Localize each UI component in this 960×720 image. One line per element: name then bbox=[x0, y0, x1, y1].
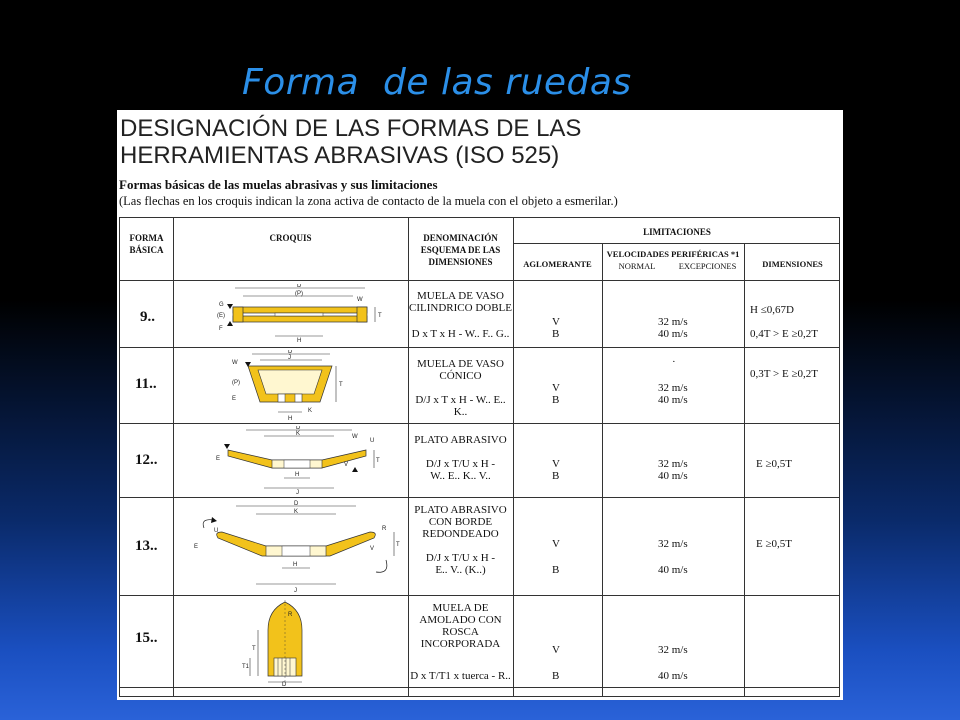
denominacion-9 bbox=[408, 290, 513, 314]
formula-12-line1: D/J x T/U x H - bbox=[425, 458, 496, 470]
formula-12 bbox=[408, 458, 513, 482]
formula-13-line1: D/J x T/U x H - bbox=[425, 552, 496, 564]
header-forma bbox=[120, 232, 173, 256]
binder-12-b: B bbox=[552, 470, 560, 482]
formula-15: D x T/T1 x tuerca - R.. bbox=[410, 670, 511, 682]
sketch-12-label-d: D bbox=[296, 426, 301, 431]
heading-line-2: HERRAMIENTAS ABRASIVAS (ISO 525) bbox=[120, 142, 560, 169]
forma-13: 13.. bbox=[135, 538, 158, 554]
formula-13-line2: E.. V.. (K..) bbox=[435, 564, 486, 576]
name-13-line1: PLATO ABRASIVO bbox=[414, 504, 507, 516]
sketch-13-label-k: K bbox=[294, 509, 299, 515]
denominacion-12: PLATO ABRASIVO bbox=[414, 434, 507, 446]
formula-9: D x T x H - W.. F.. G.. bbox=[411, 328, 510, 340]
speed-15-normal-v: 32 m/s bbox=[658, 644, 688, 656]
sketch-12 bbox=[212, 426, 382, 496]
name-9-line2: CILINDRICO DOBLE bbox=[409, 302, 512, 314]
formula-13 bbox=[408, 552, 513, 576]
binder-11-v: V bbox=[552, 382, 560, 394]
sketch-13-label-j: J bbox=[294, 588, 297, 594]
header-limitaciones: LIMITACIONES bbox=[643, 227, 711, 237]
sketch-13-label-u: U bbox=[214, 528, 219, 534]
sketch-9 bbox=[215, 284, 385, 344]
sketch-9-label-d: D bbox=[297, 284, 302, 289]
binder-15-v: V bbox=[552, 644, 560, 656]
speed-11-note: · bbox=[672, 356, 676, 368]
header-velocidades: VELOCIDADES PERIFÉRICAS *1 bbox=[606, 249, 740, 259]
header-croquis: CROQUIS bbox=[269, 233, 312, 243]
forma-9: 9.. bbox=[140, 309, 155, 325]
document-subtitle: Formas básicas de las muelas abrasivas y sus limitaciones bbox=[119, 177, 438, 192]
header-aglomerante: AGLOMERANTE bbox=[523, 259, 592, 269]
shapes-table bbox=[119, 217, 840, 697]
sketch-15-label-t1: T1 bbox=[242, 664, 250, 670]
speed-13-normal-v: 32 m/s bbox=[658, 538, 688, 550]
binder-9-v: V bbox=[552, 316, 560, 328]
sketch-11-label-e: E bbox=[232, 396, 237, 402]
sketch-11-label-j: J bbox=[288, 355, 291, 361]
sketch-13 bbox=[190, 500, 402, 594]
binder-13-b: B bbox=[552, 564, 560, 576]
name-15-line1: MUELA DE bbox=[432, 602, 489, 614]
sketch-12-label-t: T bbox=[376, 458, 380, 464]
speed-11-normal-b: 40 m/s bbox=[658, 394, 688, 406]
header-normal: NORMAL bbox=[618, 261, 656, 271]
speed-9-normal-v: 32 m/s bbox=[658, 316, 688, 328]
binder-12-v: V bbox=[552, 458, 560, 470]
binder-15-b: B bbox=[552, 670, 560, 682]
formula-12-line2: W.. E.. K.. V.. bbox=[430, 470, 491, 482]
sketch-11-label-p: (P) bbox=[232, 380, 240, 386]
sketch-11-label-h: H bbox=[288, 416, 293, 422]
forma-12: 12.. bbox=[135, 452, 158, 468]
sketch-12-label-j: J bbox=[296, 490, 299, 496]
name-15-line3: ROSCA bbox=[442, 626, 479, 638]
iso-525-document bbox=[117, 110, 843, 700]
sketch-11-label-t: T bbox=[339, 382, 343, 388]
forma-15: 15.. bbox=[135, 630, 158, 646]
name-13-line3: REDONDEADO bbox=[422, 528, 499, 540]
sketch-13-label-h: H bbox=[293, 562, 298, 568]
heading-line-1: DESIGNACIÓN DE LAS FORMAS DE LAS bbox=[120, 115, 582, 142]
header-denom-line1: DENOMINACIÓN bbox=[423, 233, 498, 243]
sketch-15-label-d: D bbox=[282, 682, 287, 686]
denominacion-13 bbox=[408, 504, 513, 540]
sketch-9-label-e: (E) bbox=[217, 313, 225, 319]
sketch-13-label-v: V bbox=[370, 546, 375, 552]
sketch-15 bbox=[240, 598, 330, 686]
denominacion-15 bbox=[408, 602, 513, 650]
sketch-9-label-w: W bbox=[357, 297, 363, 303]
dim-13-line1: E ≥0,5T bbox=[756, 538, 792, 550]
slide-title: Forma de las ruedas bbox=[242, 62, 632, 103]
speed-11-normal-v: 32 m/s bbox=[658, 382, 688, 394]
name-11-line2: CÓNICO bbox=[439, 370, 482, 382]
dim-9-line2: 0,4T > E ≥0,2T bbox=[750, 328, 818, 340]
name-13-line2: CON BORDE bbox=[428, 516, 493, 528]
binder-11-b: B bbox=[552, 394, 560, 406]
name-9-line1: MUELA DE VASO bbox=[417, 290, 504, 302]
header-denominacion bbox=[408, 232, 513, 268]
header-denom-line2: ESQUEMA DE LAS bbox=[420, 245, 501, 255]
header-dimensiones: DIMENSIONES bbox=[762, 259, 823, 269]
binder-13-v: V bbox=[552, 538, 560, 550]
sketch-12-label-h: H bbox=[295, 472, 300, 478]
sketch-15-label-r: R bbox=[288, 612, 293, 618]
speed-12-normal-b: 40 m/s bbox=[658, 470, 688, 482]
sketch-12-label-v: V bbox=[344, 462, 349, 468]
document-note: (Las flechas en los croquis indican la zona activa de contacto de la muela con el objeto a esmerilar.) bbox=[119, 194, 618, 208]
sketch-13-label-e: E bbox=[194, 544, 199, 550]
header-denom-line3: DIMENSIONES bbox=[428, 257, 493, 267]
sketch-13-label-r: R bbox=[382, 526, 387, 532]
speed-15-normal-b: 40 m/s bbox=[658, 670, 688, 682]
speed-9-normal-b: 40 m/s bbox=[658, 328, 688, 340]
sketch-15-label-t: T bbox=[252, 646, 256, 652]
sketch-12-label-k: K bbox=[296, 431, 301, 437]
denominacion-11 bbox=[408, 358, 513, 382]
formula-11: D/J x T x H - W.. E.. K.. bbox=[415, 394, 506, 418]
dim-11-line1: 0,3T > E ≥0,2T bbox=[750, 368, 818, 380]
name-15-line2: AMOLADO CON bbox=[419, 614, 502, 626]
sketch-9-label-t: T bbox=[378, 313, 382, 319]
binder-9-b: B bbox=[552, 328, 560, 340]
document-heading bbox=[120, 115, 840, 169]
sketch-12-label-w: W bbox=[352, 434, 358, 440]
header-forma-line2: BÁSICA bbox=[129, 245, 164, 255]
sketch-9-label-h: H bbox=[297, 338, 302, 344]
sketch-9-label-f: F bbox=[219, 326, 223, 332]
sketch-9-label-p: (P) bbox=[295, 291, 303, 297]
forma-11: 11.. bbox=[135, 376, 157, 392]
sketch-11-label-w: W bbox=[232, 360, 238, 366]
sketch-9-label-g: G bbox=[219, 302, 224, 308]
sketch-11-label-d: D bbox=[288, 350, 293, 355]
sketch-11 bbox=[230, 350, 350, 422]
sketch-12-label-u: U bbox=[370, 438, 375, 444]
dim-12-line1: E ≥0,5T bbox=[756, 458, 792, 470]
dim-9-line1: H ≤0,67D bbox=[750, 304, 794, 316]
speed-13-normal-b: 40 m/s bbox=[658, 564, 688, 576]
sketch-11-label-k: K bbox=[308, 408, 313, 414]
header-excepciones: EXCEPCIONES bbox=[678, 261, 737, 271]
sketch-12-label-e: E bbox=[216, 456, 221, 462]
header-forma-line1: FORMA bbox=[129, 233, 164, 243]
speed-12-normal-v: 32 m/s bbox=[658, 458, 688, 470]
name-15-line4: INCORPORADA bbox=[420, 638, 501, 650]
sketch-13-label-d: D bbox=[294, 501, 299, 507]
name-11-line1: MUELA DE VASO bbox=[417, 358, 504, 370]
sketch-13-label-t: T bbox=[396, 542, 400, 548]
